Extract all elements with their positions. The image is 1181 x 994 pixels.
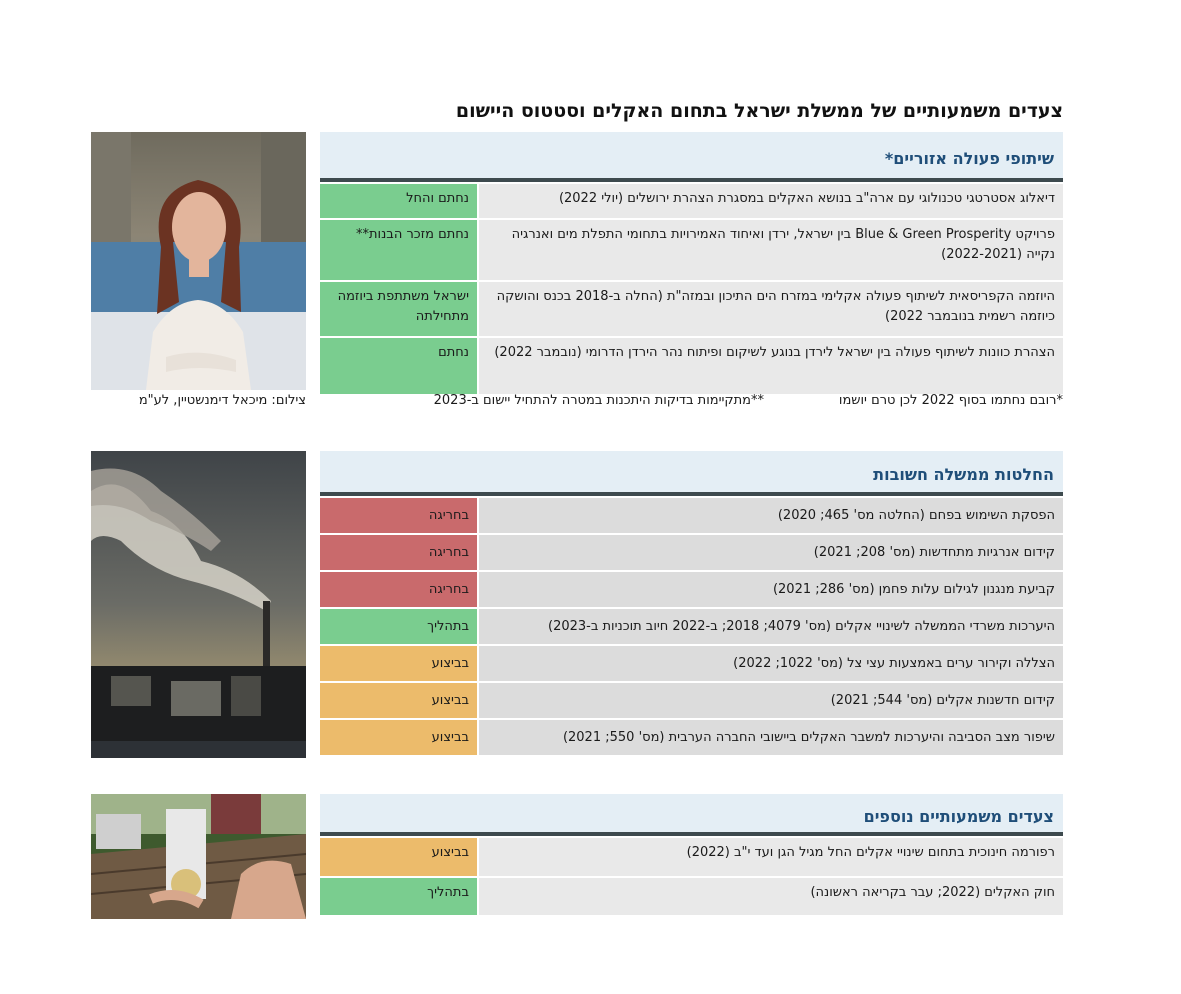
regional-cooperation-section bbox=[320, 132, 1063, 394]
factory-smoke-photo-icon bbox=[91, 451, 306, 758]
row-text: רפורמה חינוכית בתחום שינויי אקלים החל מגיל הגן ועד י"ב (2022) bbox=[479, 838, 1063, 876]
row-text: הפסקת השימוש בפחם (החלטה מס' 465; 2020) bbox=[479, 498, 1063, 533]
table-row bbox=[320, 720, 1063, 755]
table-row bbox=[320, 535, 1063, 570]
section-divider bbox=[320, 832, 1063, 836]
table-row bbox=[320, 646, 1063, 681]
status-badge: בחריגה bbox=[320, 498, 477, 533]
regional-rows bbox=[320, 184, 1063, 394]
section-title: צעדים משמעותיים נוספים bbox=[863, 807, 1054, 826]
status-badge: נחתם מזכר הבנות** bbox=[320, 220, 477, 280]
section-header bbox=[320, 794, 1063, 832]
section-divider bbox=[320, 178, 1063, 182]
section-header bbox=[320, 132, 1063, 178]
table-row bbox=[320, 572, 1063, 607]
table-row bbox=[320, 683, 1063, 718]
table-row bbox=[320, 282, 1063, 336]
photo-caption: צילום: מיכאל דימנשטיין, לע"מ bbox=[138, 393, 306, 408]
status-badge: בתהליך bbox=[320, 609, 477, 644]
row-text: היערכות משרדי הממשלה לשינויי אקלים (מס' 4079; 2018; ב-2022 חיוב תוכניות ב-2023) bbox=[479, 609, 1063, 644]
status-badge: בביצוע bbox=[320, 720, 477, 755]
row-text: קידום אנרגיות מתחדשות (מס' 208; 2021) bbox=[479, 535, 1063, 570]
section-divider bbox=[320, 492, 1063, 496]
table-row bbox=[320, 184, 1063, 218]
row-text: חוק האקלים (2022; עבר בקריאה ראשונה) bbox=[479, 878, 1063, 915]
row-text: הצללה וקירור ערים באמצעות עצי צל (מס' 1022; 2022) bbox=[479, 646, 1063, 681]
table-row bbox=[320, 609, 1063, 644]
table-row bbox=[320, 838, 1063, 876]
status-badge: נחתם והחל bbox=[320, 184, 477, 218]
status-badge: בביצוע bbox=[320, 646, 477, 681]
footnote-feasibility: **מתקיימות בדיקות היתכנות במטרה להתחיל יישום ב-2023 bbox=[433, 393, 764, 408]
section-title: שיתופי פעולה אזוריים* bbox=[884, 149, 1054, 168]
row-text: קביעת מנגנון לגילום עלות פחמן (מס' 286; 2021) bbox=[479, 572, 1063, 607]
table-row bbox=[320, 220, 1063, 280]
additional-steps-section bbox=[320, 794, 1063, 915]
table-row bbox=[320, 338, 1063, 394]
portrait-photo-icon bbox=[91, 132, 306, 390]
row-text: היוזמה הקפריסאית לשיתוף פעולה אקלימי במזרח הים התיכון ובמזה"ת (החלה ב-2018 בכנס והושקה כיוזמה רשמית בנובמבר 2022) bbox=[479, 282, 1063, 336]
table-row bbox=[320, 498, 1063, 533]
status-badge: בביצוע bbox=[320, 838, 477, 876]
status-badge: בתהליך bbox=[320, 878, 477, 915]
government-decisions-section bbox=[320, 451, 1063, 755]
row-text: דיאלוג אסטרטגי טכנולוגי עם ארה"ב בנושא האקלים במסגרת הצהרת ירושלים (יולי 2022) bbox=[479, 184, 1063, 218]
status-badge: נחתם bbox=[320, 338, 477, 394]
row-text: הצהרת כוונות לשיתוף פעולה בין ישראל לירדן בנוגע לשיקום ופיתוח נהר הירדן הדרומי (נובמבר 2022) bbox=[479, 338, 1063, 394]
row-text: פרויקט Blue & Green Prosperity בין ישראל, ירדן ואיחוד האמירויות בתחומי התפלת מים ואנרגיה נקייה (2022-2021) bbox=[479, 220, 1063, 280]
row-text: שיפור מצב הסביבה והיערכות למשבר האקלים ביישובי החברה הערבית (מס' 550; 2021) bbox=[479, 720, 1063, 755]
section-header bbox=[320, 451, 1063, 492]
footnote-signed: *רובם נחתמו בסוף 2022 לכן טרם יושמו bbox=[838, 393, 1063, 408]
status-badge: בחריגה bbox=[320, 535, 477, 570]
status-badge: ישראל משתתפת ביוזמה מתחילתה bbox=[320, 282, 477, 336]
page-title: צעדים משמעותיים של ממשלת ישראל בתחום האקלים וסטטוס היישום bbox=[455, 100, 1063, 122]
row-text: קידום חדשנות אקלים (מס' 544; 2021) bbox=[479, 683, 1063, 718]
table-row bbox=[320, 878, 1063, 915]
section-title: החלטות ממשלה חשובות bbox=[873, 465, 1054, 484]
status-badge: בחריגה bbox=[320, 572, 477, 607]
status-badge: בביצוע bbox=[320, 683, 477, 718]
microscope-students-photo-icon bbox=[91, 794, 306, 919]
